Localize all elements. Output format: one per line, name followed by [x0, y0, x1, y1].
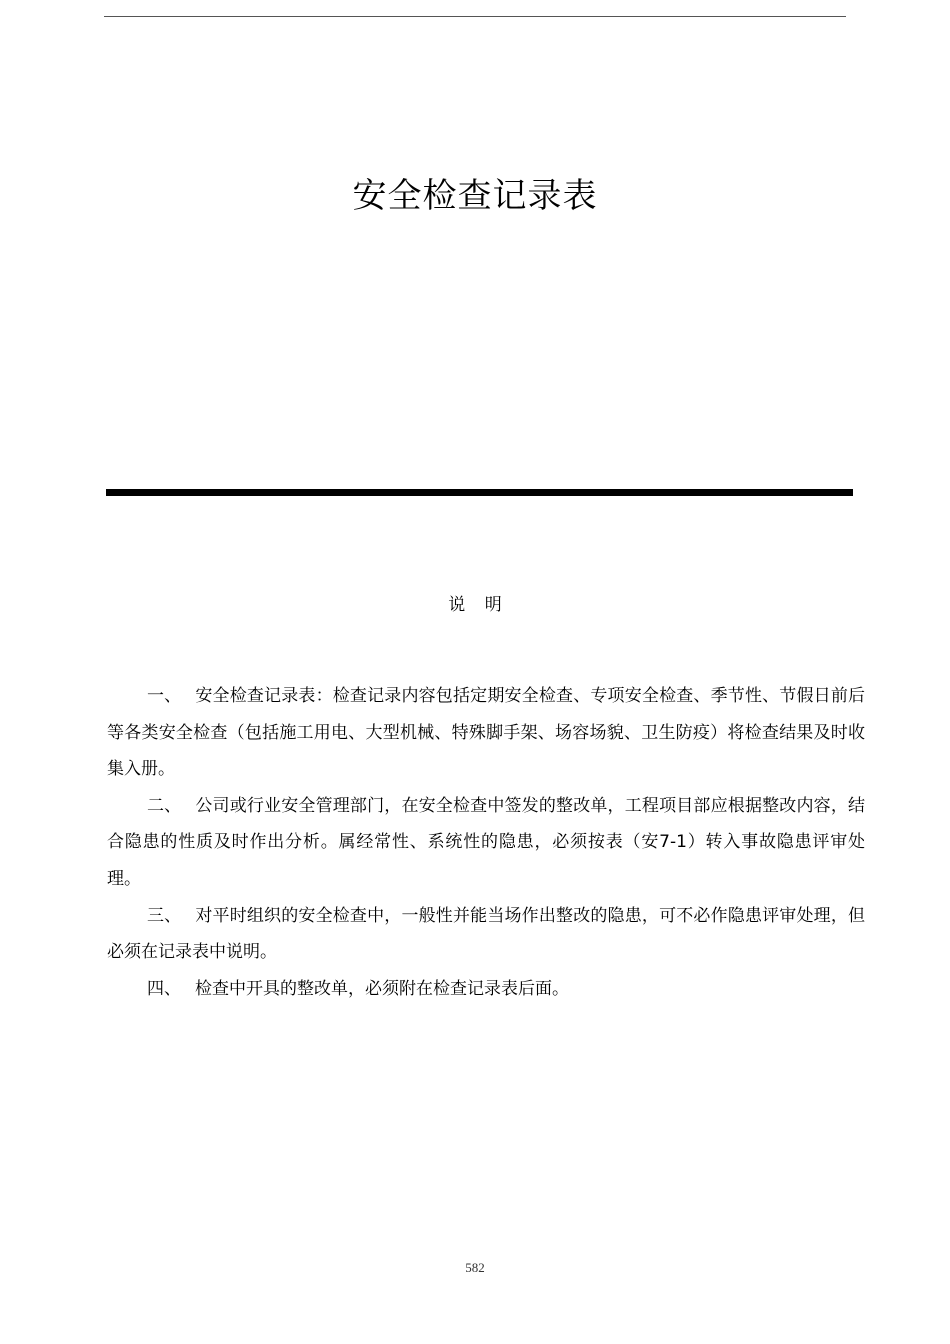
section-heading: 说 明 — [448, 595, 502, 615]
page-number: 582 — [465, 1260, 485, 1275]
note-item — [107, 898, 865, 971]
note-number: 三、 — [147, 905, 182, 926]
note-item — [107, 788, 865, 898]
notes-list — [107, 678, 865, 1007]
header-rule — [104, 16, 846, 17]
document-title: 安全检查记录表 — [352, 176, 598, 216]
note-text: 安全检查记录表：检查记录内容包括定期安全检查、专项安全检查、季节性、节假日前后等各类安全检查（包括施工用电、大型机械、特殊脚手架、场容场貌、卫生防疫）将检查结果及时收集入册。 — [107, 686, 866, 780]
note-text: 对平时组织的安全检查中，一般性并能当场作出整改的隐患，可不必作隐患评审处理，但必须在记录表中说明。 — [107, 905, 866, 963]
note-item — [107, 678, 865, 788]
note-number: 二、 — [147, 795, 182, 816]
note-number: 一、 — [147, 686, 182, 706]
note-text: 检查中开具的整改单，必须附在检查记录表后面。 — [195, 978, 569, 999]
section-divider — [106, 489, 853, 496]
note-text: 公司或行业安全管理部门，在安全检查中签发的整改单，工程项目部应根据整改内容，结合隐患的性质及时作出分析。属经常性、系统性的隐患，必须按表（安7-1）转入事故隐患评审处理。 — [107, 795, 866, 889]
note-item — [107, 971, 865, 1008]
note-number: 四、 — [147, 978, 181, 999]
